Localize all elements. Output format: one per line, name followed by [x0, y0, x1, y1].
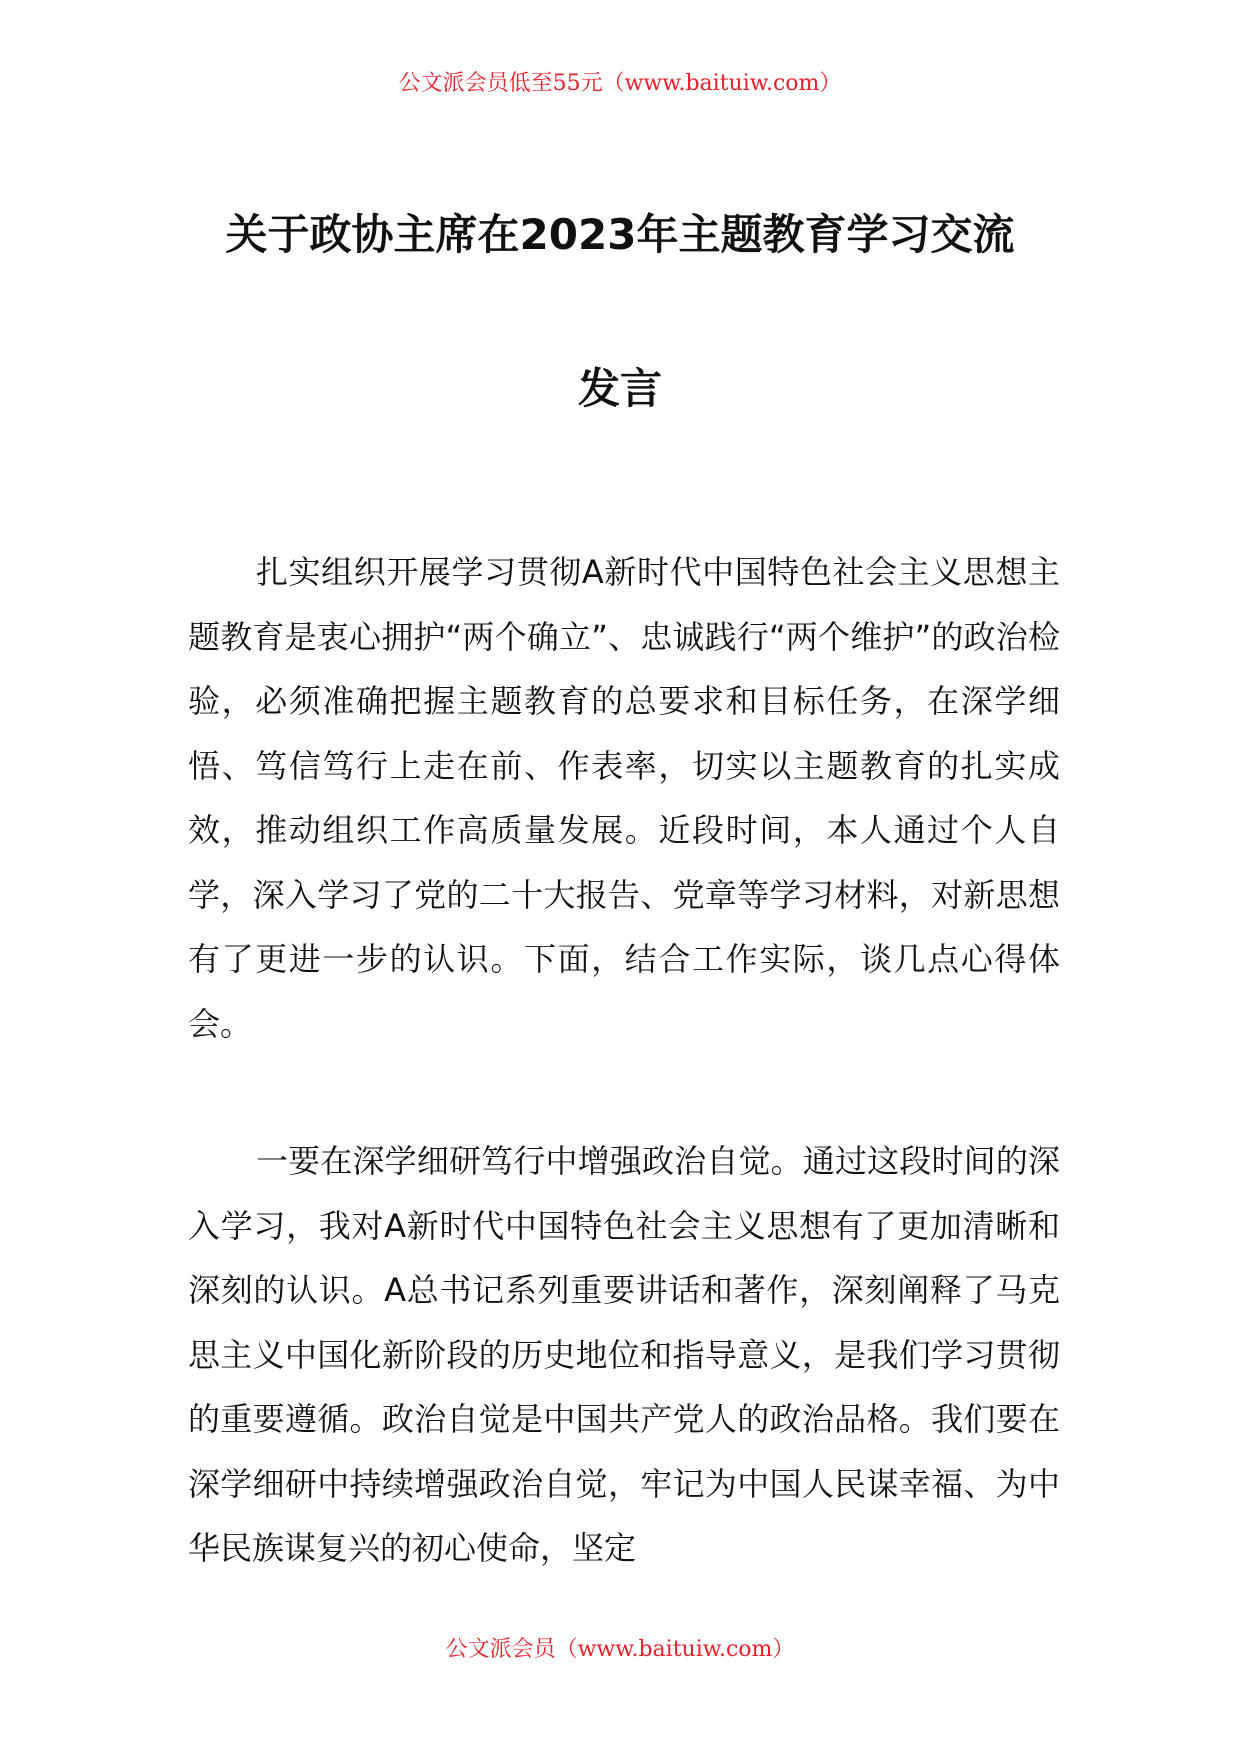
- document-title-line-2: 发言: [577, 364, 662, 413]
- document-title-line-1: 关于政协主席在2023年主题教育学习交流: [225, 210, 1015, 259]
- header-promo-link[interactable]: 公文派会员低至55元（www.baituiw.com）: [398, 71, 842, 96]
- footer-promo-link[interactable]: 公文派会员（www.baituiw.com）: [445, 1637, 795, 1662]
- body-paragraph-1: 扎实组织开展学习贯彻A新时代中国特色社会主义思想主题教育是衷心拥护“两个确立”、忠诚践行“两个维护”的政治检验，必须准确把握主题教育的总要求和目标任务，在深学细悟、笃信笃行上走在前、作表率，切实以主题教育的扎实成效，推动组织工作高质量发展。近段时间，本人通过个人自学，深入学习了党的二十大报告、党章等学习材料，对新思想有了更进一步的认识。下面，结合工作实际，谈几点心得体会。: [188, 553, 1060, 1043]
- body-paragraph-2: 一要在深学细研笃行中增强政治自觉。通过这段时间的深入学习，我对A新时代中国特色社会主义思想有了更加清晰和深刻的认识。A总书记系列重要讲话和著作，深刻阐释了马克思主义中国化新阶段的历史地位和指导意义，是我们学习贯彻的重要遵循。政治自觉是中国共产党人的政治品格。我们要在深学细研中持续增强政治自觉，牢记为中国人民谋幸福、为中华民族谋复兴的初心使命，坚定: [188, 1142, 1060, 1567]
